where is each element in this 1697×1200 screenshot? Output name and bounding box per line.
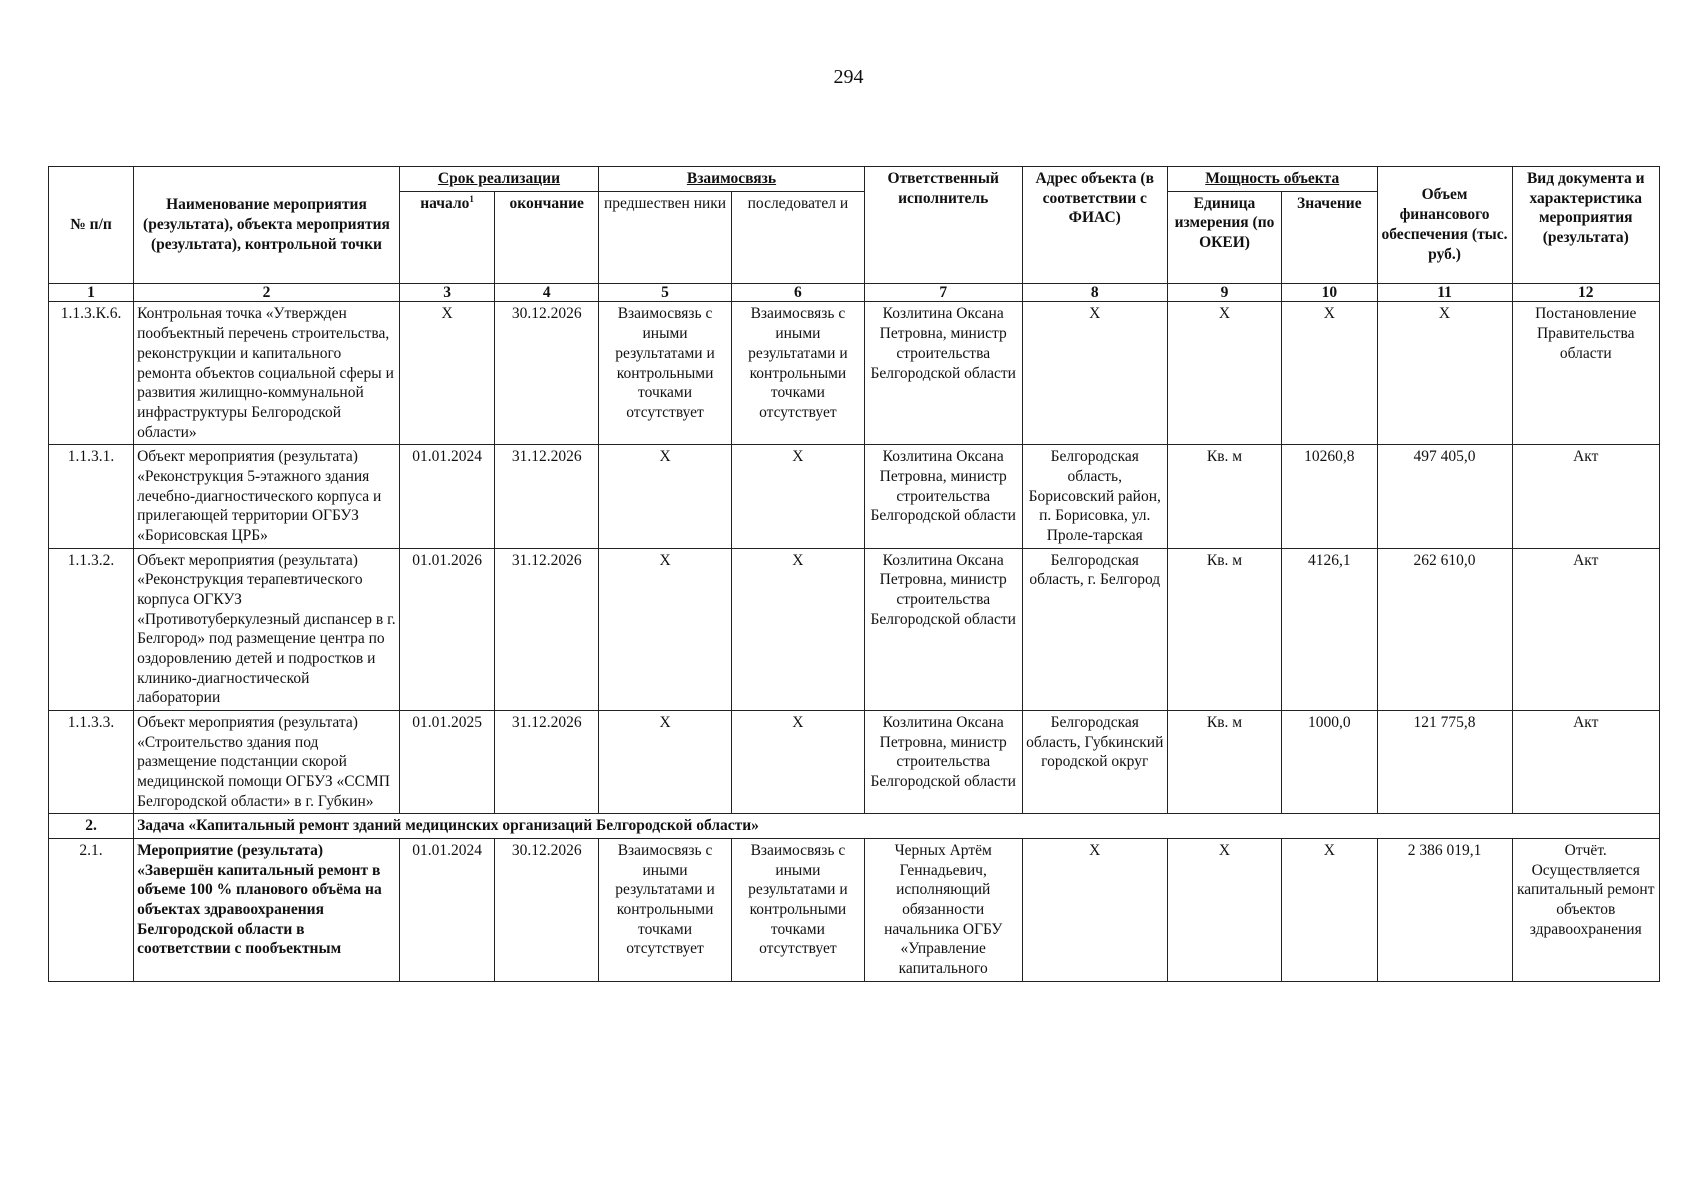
cell-value: 10260,8 [1282, 445, 1377, 548]
cell-predecessors: Взаимосвязь с иными результатами и контрольными точками отсутствует [599, 302, 732, 445]
col-number: 2 [134, 283, 400, 302]
cell-predecessors: X [599, 710, 732, 813]
col-number: 7 [864, 283, 1022, 302]
col-number: 8 [1022, 283, 1167, 302]
cell-start: 01.01.2024 [399, 445, 494, 548]
task-no: 2. [49, 814, 134, 839]
header-unit: Единица измерения (по ОКЕИ) [1167, 191, 1281, 283]
cell-responsible: Черных Артём Геннадьевич, исполняющий обязанности начальника ОГБУ «Управление капитального [864, 838, 1022, 981]
cell-predecessors: X [599, 445, 732, 548]
cell-finance: 262 610,0 [1377, 548, 1512, 710]
header-start-label: начало [420, 194, 470, 212]
cell-successors: Взаимосвязь с иными результатами и контрольными точками отсутствует [731, 302, 864, 445]
col-number: 6 [731, 283, 864, 302]
cell-value: X [1282, 302, 1377, 445]
cell-name: Мероприятие (результата) «Завершён капитальный ремонт в объеме 100 % планового объёма на объектах здравоохранения Белгородской области в соответствии с пообъектным [134, 838, 400, 981]
cell-document: Акт [1512, 710, 1660, 813]
page-number: 294 [833, 66, 864, 88]
cell-document: Акт [1512, 445, 1660, 548]
footnote-mark: 1 [469, 193, 474, 204]
cell-predecessors: Взаимосвязь с иными результатами и контрольными точками отсутствует [599, 838, 732, 981]
cell-successors: Взаимосвязь с иными результатами и контрольными точками отсутствует [731, 838, 864, 981]
cell-address: Белгородская область, Губкинский городской округ [1022, 710, 1167, 813]
cell-finance: 497 405,0 [1377, 445, 1512, 548]
cell-value: X [1282, 838, 1377, 981]
cell-end: 30.12.2026 [495, 302, 599, 445]
cell-name: Объект мероприятия (результата) «Строительство здания под размещение подстанции скорой медицинской помощи ОГБУЗ «ССМП Белгородской области» в г. Губкин» [134, 710, 400, 813]
header-value: Значение [1282, 191, 1377, 283]
cell-unit: X [1167, 302, 1281, 445]
cell-finance: 121 775,8 [1377, 710, 1512, 813]
cell-unit: X [1167, 838, 1281, 981]
table-row [49, 710, 1660, 813]
table-row [49, 548, 1660, 710]
header-term: Срок реализации [399, 167, 598, 192]
header-start [399, 191, 494, 283]
cell-no: 1.1.3.3. [49, 710, 134, 813]
header-end: окончание [495, 191, 599, 283]
cell-end: 31.12.2026 [495, 445, 599, 548]
cell-no: 2.1. [49, 838, 134, 981]
col-number: 11 [1377, 283, 1512, 302]
cell-responsible: Козлитина Оксана Петровна, министр строительства Белгородской области [864, 548, 1022, 710]
cell-unit: Кв. м [1167, 548, 1281, 710]
task-row [49, 814, 1660, 839]
header-name: Наименование мероприятия (результата), объекта мероприятия (результата), контрольной точки [134, 167, 400, 284]
cell-value: 4126,1 [1282, 548, 1377, 710]
header-address: Адрес объекта (в соответствии с ФИАС) [1022, 167, 1167, 284]
cell-predecessors: X [599, 548, 732, 710]
cell-address: X [1022, 838, 1167, 981]
cell-responsible: Козлитина Оксана Петровна, министр строительства Белгородской области [864, 710, 1022, 813]
cell-document: Акт [1512, 548, 1660, 710]
col-number: 10 [1282, 283, 1377, 302]
col-number: 9 [1167, 283, 1281, 302]
header-predecessors: предшествен ники [599, 191, 732, 283]
cell-finance: X [1377, 302, 1512, 445]
cell-start: 01.01.2026 [399, 548, 494, 710]
cell-document: Отчёт. Осуществляется капитальный ремонт объектов здравоохранения [1512, 838, 1660, 981]
header-capacity: Мощность объекта [1167, 167, 1377, 192]
cell-responsible: Козлитина Оксана Петровна, министр строительства Белгородской области [864, 445, 1022, 548]
cell-address: X [1022, 302, 1167, 445]
cell-start: 01.01.2025 [399, 710, 494, 813]
cell-responsible: Козлитина Оксана Петровна, министр строительства Белгородской области [864, 302, 1022, 445]
cell-unit: Кв. м [1167, 710, 1281, 813]
col-number: 5 [599, 283, 732, 302]
header-document: Вид документа и характеристика мероприятия (результата) [1512, 167, 1660, 284]
cell-start: 01.01.2024 [399, 838, 494, 981]
col-number: 1 [49, 283, 134, 302]
table-row [49, 838, 1660, 981]
cell-name: Объект мероприятия (результата) «Реконструкция 5-этажного здания лечебно-диагностического корпуса и прилегающей территории ОГБУЗ «Борисовская ЦРБ» [134, 445, 400, 548]
table-row [49, 445, 1660, 548]
cell-successors: X [731, 710, 864, 813]
cell-unit: Кв. м [1167, 445, 1281, 548]
header-successors: последовател и [731, 191, 864, 283]
cell-address: Белгородская область, г. Белгород [1022, 548, 1167, 710]
cell-no: 1.1.3.2. [49, 548, 134, 710]
table-row [49, 302, 1660, 445]
task-title: Задача «Капитальный ремонт зданий медицинских организаций Белгородской области» [134, 814, 1660, 839]
cell-finance: 2 386 019,1 [1377, 838, 1512, 981]
cell-end: 31.12.2026 [495, 548, 599, 710]
header-row-1 [49, 167, 1660, 192]
col-number: 12 [1512, 283, 1660, 302]
header-finance: Объем финансового обеспечения (тыс. руб.) [1377, 167, 1512, 284]
cell-address: Белгородская область, Борисовский район, п. Борисовка, ул. Проле-тарская [1022, 445, 1167, 548]
header-responsible: Ответственный исполнитель [864, 167, 1022, 284]
results-table [48, 166, 1660, 982]
cell-end: 30.12.2026 [495, 838, 599, 981]
col-number: 4 [495, 283, 599, 302]
cell-value: 1000,0 [1282, 710, 1377, 813]
cell-name: Контрольная точка «Утвержден пообъектный перечень строительства, реконструкции и капитального ремонта объектов социальной сферы и развития жилищно-коммунальной инфраструктуры Белгородской области» [134, 302, 400, 445]
cell-document: Постановление Правительства области [1512, 302, 1660, 445]
cell-successors: X [731, 548, 864, 710]
cell-name: Объект мероприятия (результата) «Реконструкция терапевтического корпуса ОГКУЗ «Противотуберкулезный диспансер в г. Белгород» под размещение центра по оздоровлению детей и подростков и клинико-диагностической лаборатории [134, 548, 400, 710]
cell-end: 31.12.2026 [495, 710, 599, 813]
cell-no: 1.1.3.1. [49, 445, 134, 548]
header-link: Взаимосвязь [599, 167, 865, 192]
header-no: № п/п [49, 167, 134, 284]
column-numbers-row [49, 283, 1660, 302]
col-number: 3 [399, 283, 494, 302]
cell-successors: X [731, 445, 864, 548]
cell-no: 1.1.3.К.6. [49, 302, 134, 445]
cell-start: X [399, 302, 494, 445]
